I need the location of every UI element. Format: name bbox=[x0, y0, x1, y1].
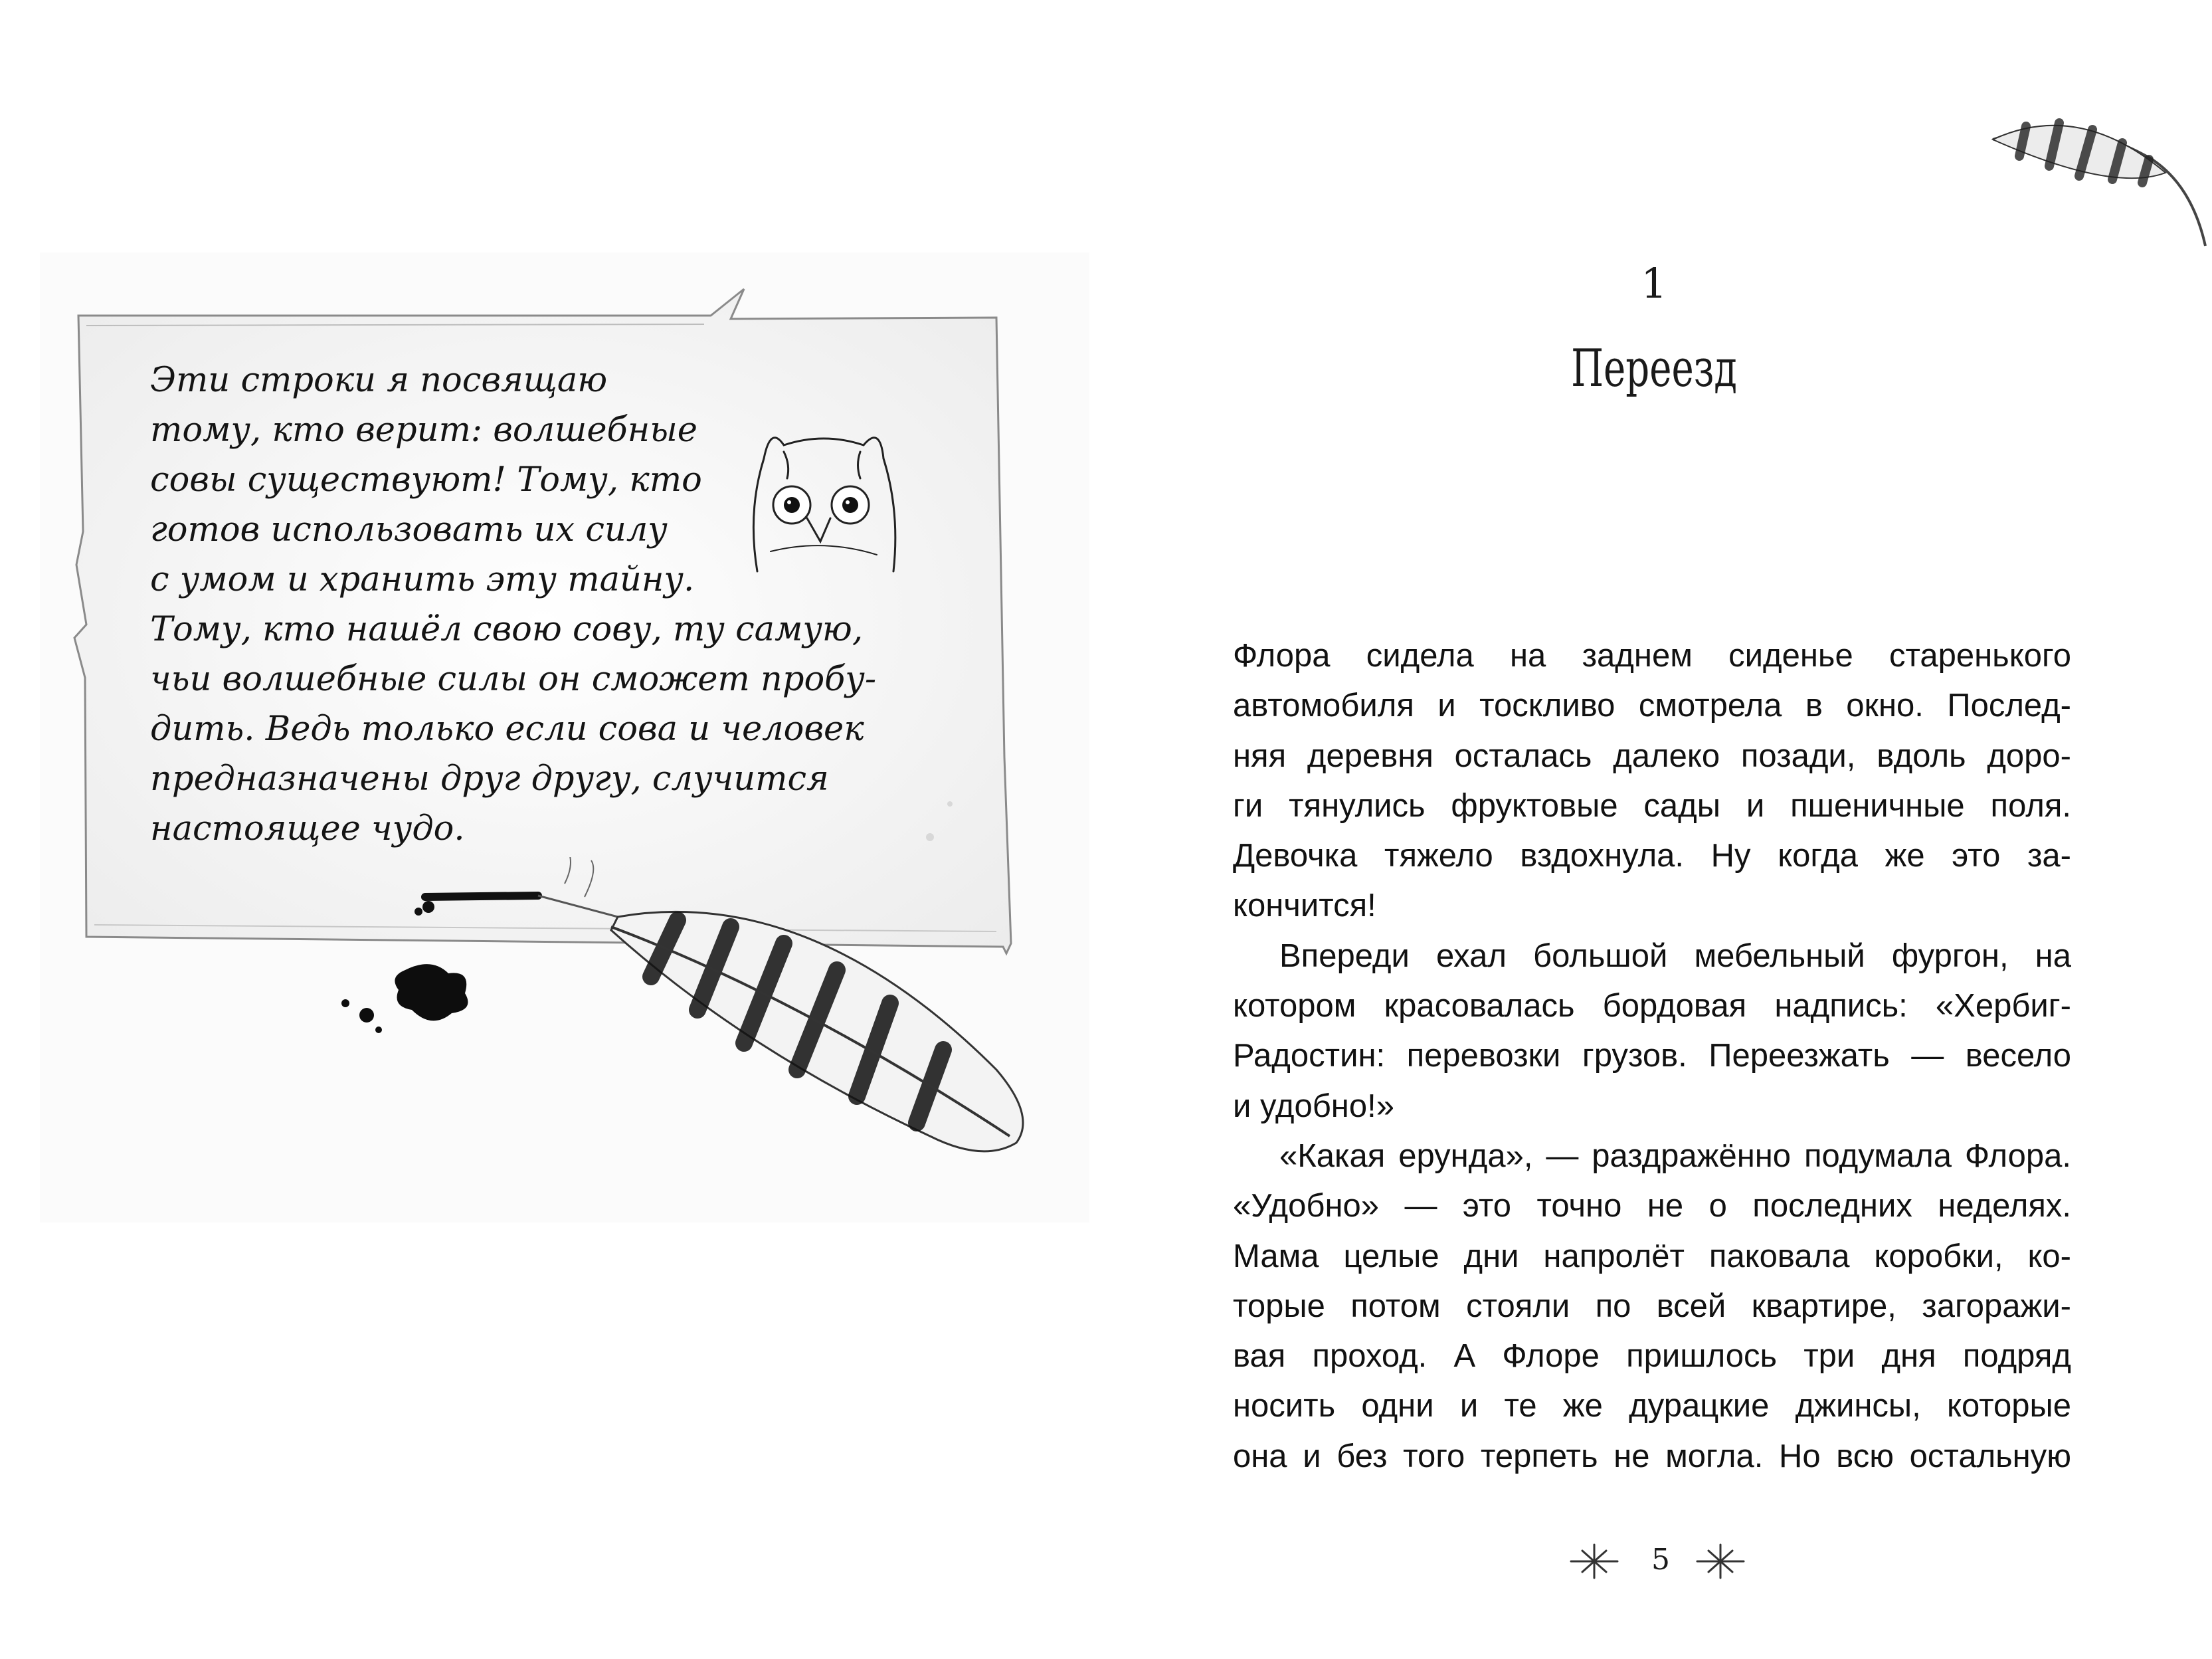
page-number: 5 bbox=[1651, 1543, 1670, 1577]
dedication-line: чьи волшебные силы он сможет пробу- bbox=[150, 660, 877, 699]
text-line: Впереди ехал большой мебельный фургон, на bbox=[1279, 937, 2071, 974]
chapter-number: 1 bbox=[1641, 259, 1667, 308]
dedication-line: дить. Ведь только если сова и человек bbox=[150, 710, 864, 749]
text-line: Радостин: перевозки грузов. Переезжать — весело bbox=[1233, 1038, 2071, 1074]
dedication-line: тому, кто верит: волшебные bbox=[150, 411, 697, 450]
dedication-line: с умом и хранить эту тайну. bbox=[150, 560, 695, 599]
dedication-line: Тому, кто нашёл свою сову, ту самую, bbox=[150, 610, 864, 649]
text-line: и удобно!» bbox=[1233, 1088, 1394, 1124]
text-line: «Какая ерунда», — раздражённо подумала Флора. bbox=[1279, 1137, 2071, 1174]
dedication-line: готов использовать их силу bbox=[150, 510, 668, 549]
text-line: няя деревня осталась далеко позади, вдоль доро- bbox=[1233, 737, 2071, 774]
dedication-line: предназначены друг другу, случится bbox=[150, 759, 829, 799]
owl-sketch-icon bbox=[744, 419, 903, 585]
star-icon bbox=[1694, 1541, 1747, 1581]
text-line: Мама целые дни напролёт паковала коробки, ко- bbox=[1233, 1238, 2071, 1274]
page-footer bbox=[1554, 1528, 1767, 1595]
ink-blot-icon bbox=[332, 957, 505, 1050]
text-line: ги тянулись фруктовые сады и пшеничные поля. bbox=[1233, 787, 2071, 824]
chapter-title: Переезд bbox=[1571, 339, 1737, 399]
text-line: Девочка тяжело вздохнула. Ну когда же это за- bbox=[1233, 838, 2071, 874]
text-line: котором красовалась бордовая надпись: «Хербиг- bbox=[1233, 988, 2071, 1025]
feather-icon bbox=[1980, 100, 2212, 259]
star-icon bbox=[1568, 1541, 1621, 1581]
text-line: торые потом стояли по всей квартире, загоражи- bbox=[1233, 1288, 2071, 1324]
text-line: Флора сидела на заднем сиденье старенького bbox=[1233, 638, 2071, 674]
text-line: кончится! bbox=[1233, 888, 1376, 924]
text-line: она и без того терпеть не могла. Но всю остальную bbox=[1233, 1438, 2071, 1474]
text-line: «Удобно» — это точно не о последних неделях. bbox=[1233, 1188, 2071, 1224]
text-line: носить одни и те же дурацкие джинсы, которые bbox=[1233, 1388, 2071, 1424]
text-line: автомобиля и тоскливо смотрела в окно. Послед- bbox=[1233, 688, 2071, 724]
chapter-body-text bbox=[1233, 631, 2071, 1482]
dedication-line: Эти строки я посвящаю bbox=[150, 361, 608, 400]
dedication-line: настоящее чудо. bbox=[150, 809, 465, 848]
text-line: вая проход. А Флоре пришлось три дня подряд bbox=[1233, 1338, 2071, 1375]
dedication-line: совы существуют! Тому, кто bbox=[150, 460, 702, 500]
